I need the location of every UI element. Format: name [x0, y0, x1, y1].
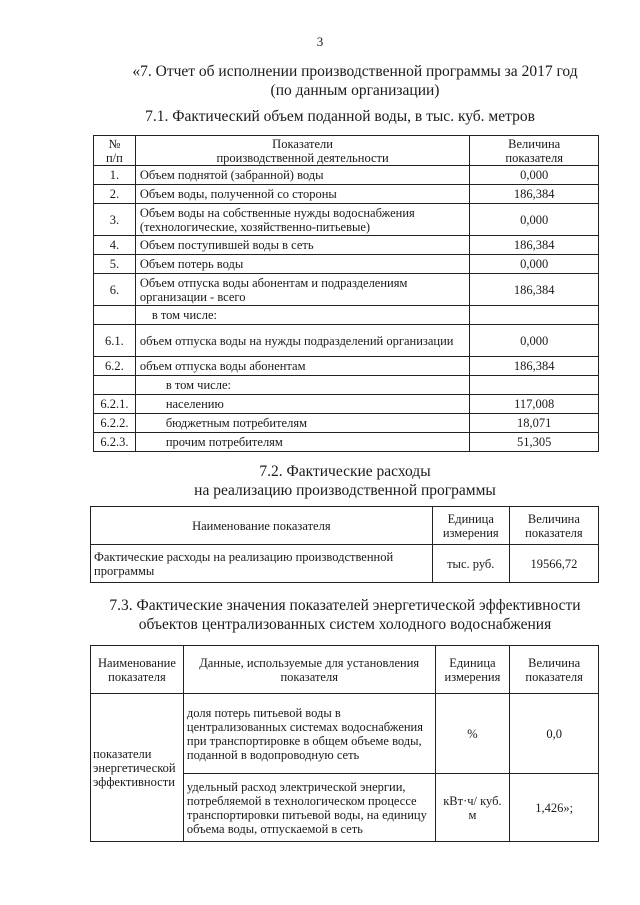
table3-header-unit — [435, 646, 510, 694]
section-7-3-title — [95, 596, 595, 634]
row-value: 0,000 — [470, 204, 599, 236]
header-unit-line2: измерения — [444, 669, 501, 684]
energy-efficiency-table — [90, 645, 599, 842]
table1-header-row — [94, 136, 599, 166]
header-name-line2: производственной деятельности — [216, 150, 389, 165]
header-unit-line1: Единица — [447, 511, 494, 526]
row-name: населению — [135, 395, 470, 414]
row-name: Объем воды на собственные нужды водоснабжения (технологические, хозяйственно-питьевые) — [135, 204, 470, 236]
table-row — [94, 433, 599, 452]
row-unit: кВт·ч/ куб. м — [435, 774, 510, 842]
table-row — [94, 204, 599, 236]
row-num: 6.2.3. — [94, 433, 136, 452]
header-value-line2: показателя — [525, 669, 583, 684]
table-row — [94, 414, 599, 433]
row-num: 6.2.1. — [94, 395, 136, 414]
row-name: объем отпуска воды абонентам — [135, 357, 470, 376]
section-7-2-line2: на реализацию производственной программы — [194, 482, 496, 499]
header-unit-line1: Единица — [449, 655, 496, 670]
row-name: в том числе: — [135, 376, 470, 395]
table2-header-name: Наименование показателя — [91, 507, 433, 545]
section-7-2-title — [130, 462, 560, 500]
main-heading-line2: (по данным организации) — [270, 82, 440, 99]
table-row — [94, 395, 599, 414]
row-value: 0,0 — [510, 694, 599, 774]
table-row — [94, 255, 599, 274]
water-volume-table — [93, 135, 599, 452]
row-value: 51,305 — [470, 433, 599, 452]
table-row — [94, 166, 599, 185]
row-name: объем отпуска воды на нужды подразделений организации — [135, 325, 470, 357]
row-name: прочим потребителям — [135, 433, 470, 452]
row-unit: % — [435, 694, 510, 774]
table2-header-unit — [432, 507, 509, 545]
table-row — [94, 376, 599, 395]
table3-header-value — [510, 646, 599, 694]
row-name: бюджетным потребителям — [135, 414, 470, 433]
row-data: удельный расход электрической энергии, потребляемой в технологическом процессе транспортировки питьевой воды, на единицу объема воды, отпускаемой в сеть — [183, 774, 435, 842]
row-value: 186,384 — [470, 185, 599, 204]
row-data: доля потерь питьевой воды в централизованных системах водоснабжения при транспортировке в общем объеме воды, поданной в водопроводную сеть — [183, 694, 435, 774]
header-num-line1: № — [108, 136, 121, 151]
row-num: 5. — [94, 255, 136, 274]
main-heading-line1: «7. Отчет об исполнении производственной программы за 2017 год — [132, 63, 578, 80]
row-value: 1,426»; — [510, 774, 599, 842]
row-value: 186,384 — [470, 274, 599, 306]
row-name: Объем поднятой (забранной) воды — [135, 166, 470, 185]
row-num: 6.2. — [94, 357, 136, 376]
table2-header-value — [509, 507, 598, 545]
table-row — [94, 274, 599, 306]
row-value: 18,071 — [470, 414, 599, 433]
table2-header-row — [91, 507, 599, 545]
header-data-line2: показателя — [280, 669, 338, 684]
row-value — [470, 376, 599, 395]
row-num: 6. — [94, 274, 136, 306]
row-num: 3. — [94, 204, 136, 236]
table-row — [91, 545, 599, 583]
main-heading — [120, 62, 590, 100]
table-row — [94, 357, 599, 376]
section-7-3-line2: объектов централизованных систем холодного водоснабжения — [138, 616, 552, 633]
table1-header-value — [470, 136, 599, 166]
header-value-line2: показателя — [505, 150, 563, 165]
section-7-2-line1: 7.2. Фактические расходы — [259, 463, 431, 480]
row-name: Объем поступившей воды в сеть — [135, 236, 470, 255]
row-value: 186,384 — [470, 236, 599, 255]
table3-header-name — [91, 646, 184, 694]
row-value: 117,008 — [470, 395, 599, 414]
row-value: 0,000 — [470, 255, 599, 274]
group-name: показатели энергетической эффективности — [91, 694, 184, 842]
row-name: Объем воды, полученной со стороны — [135, 185, 470, 204]
row-name: в том числе: — [135, 306, 470, 325]
table1-header-num — [94, 136, 136, 166]
header-name-line1: Показатели — [272, 136, 333, 151]
row-num: 6.2.2. — [94, 414, 136, 433]
header-unit-line2: измерения — [442, 525, 499, 540]
header-data-line1: Данные, используемые для установления — [199, 655, 420, 670]
row-value: 186,384 — [470, 357, 599, 376]
table1-header-name — [135, 136, 470, 166]
row-num: 1. — [94, 166, 136, 185]
row-name: Объем потерь воды — [135, 255, 470, 274]
expenses-table — [90, 506, 599, 583]
header-value-line1: Величина — [527, 511, 580, 526]
row-unit: тыс. руб. — [432, 545, 509, 583]
row-num: 2. — [94, 185, 136, 204]
row-name: Фактические расходы на реализацию производственной программы — [91, 545, 433, 583]
header-value-line1: Величина — [508, 136, 561, 151]
header-value-line1: Величина — [528, 655, 581, 670]
row-value: 0,000 — [470, 325, 599, 357]
row-value: 19566,72 — [509, 545, 598, 583]
header-num-line2: п/п — [105, 150, 123, 165]
header-name-line2: показателя — [108, 669, 166, 684]
section-7-3-line1: 7.3. Фактические значения показателей энергетической эффективности — [109, 597, 581, 614]
table3-header-data — [183, 646, 435, 694]
row-num — [94, 306, 136, 325]
header-value-line2: показателя — [525, 525, 583, 540]
table-row — [94, 236, 599, 255]
header-name-line1: Наименование — [98, 655, 176, 670]
row-num: 6.1. — [94, 325, 136, 357]
row-value — [470, 306, 599, 325]
table-row — [94, 306, 599, 325]
row-num: 4. — [94, 236, 136, 255]
table3-header-row — [91, 646, 599, 694]
table-row — [91, 694, 599, 774]
table-row — [94, 185, 599, 204]
section-7-1-title: 7.1. Фактический объем поданной воды, в тыс. куб. метров — [145, 108, 535, 125]
row-value: 0,000 — [470, 166, 599, 185]
table-row — [94, 325, 599, 357]
page-number: 3 — [316, 34, 324, 49]
row-name: Объем отпуска воды абонентам и подразделениям организации - всего — [135, 274, 470, 306]
row-num — [94, 376, 136, 395]
